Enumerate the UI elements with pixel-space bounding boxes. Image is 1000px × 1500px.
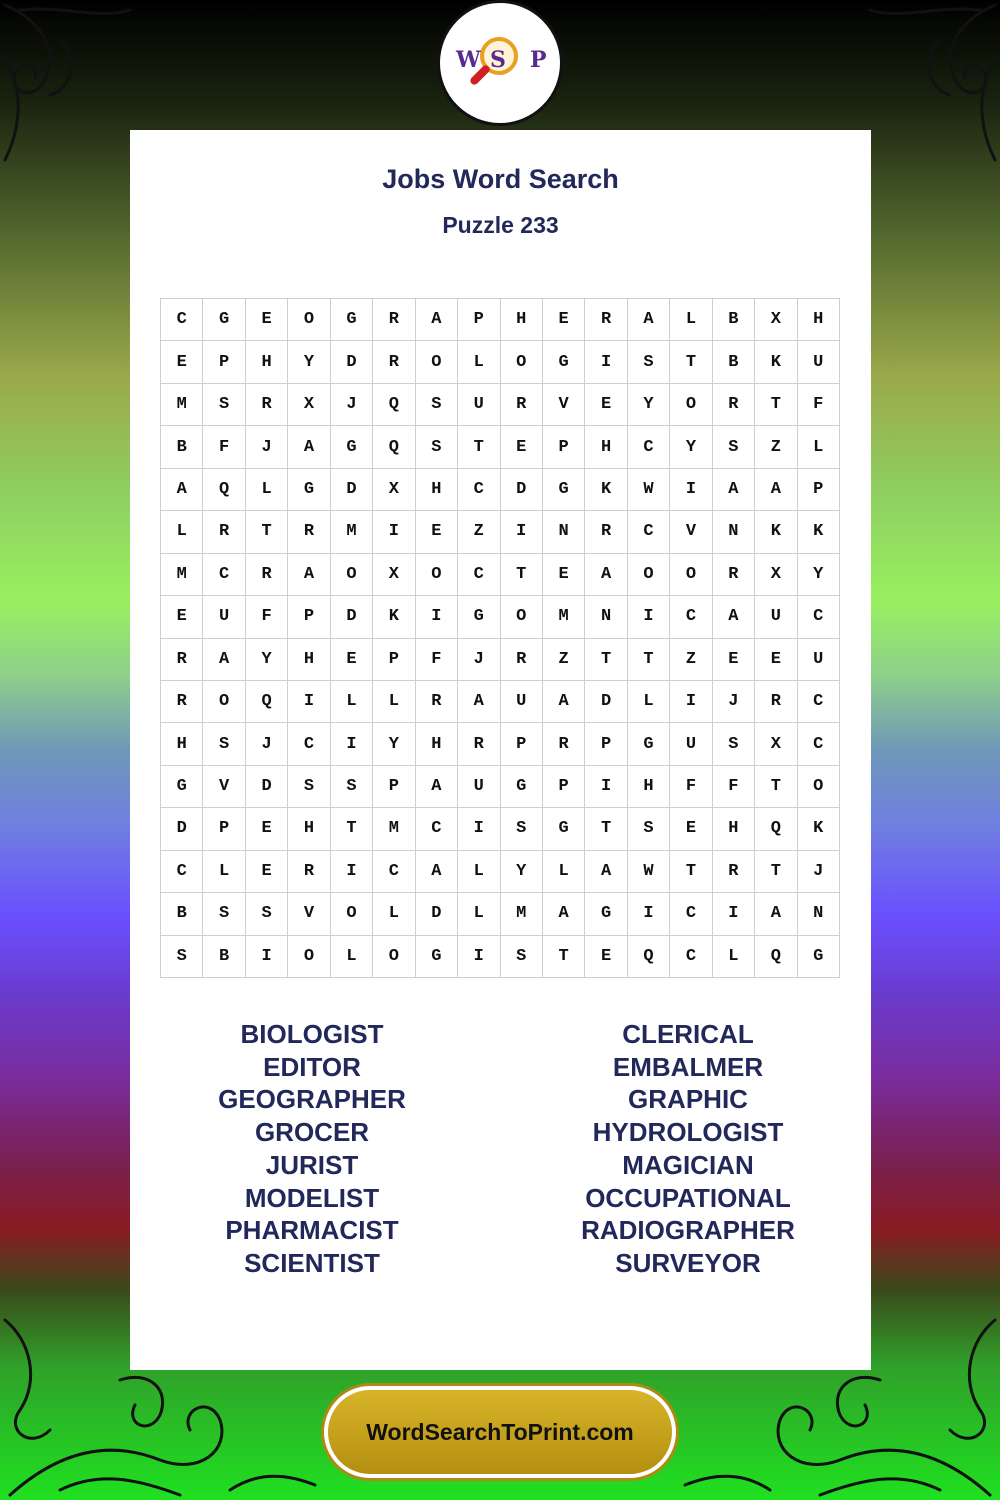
grid-cell[interactable]: O: [628, 554, 670, 596]
grid-cell[interactable]: Y: [501, 851, 543, 893]
grid-cell[interactable]: P: [288, 596, 330, 638]
grid-cell[interactable]: B: [161, 426, 203, 468]
grid-cell[interactable]: G: [543, 341, 585, 383]
grid-cell[interactable]: O: [288, 936, 330, 978]
grid-cell[interactable]: M: [373, 808, 415, 850]
grid-cell[interactable]: L: [161, 511, 203, 553]
word-list-left-column: [142, 1018, 482, 1280]
grid-cell[interactable]: I: [246, 936, 288, 978]
grid-cell[interactable]: J: [246, 426, 288, 468]
grid-cell[interactable]: A: [203, 639, 245, 681]
puzzle-sheet: [130, 130, 871, 1370]
grid-cell[interactable]: Z: [458, 511, 500, 553]
grid-cell[interactable]: G: [288, 469, 330, 511]
grid-cell[interactable]: O: [501, 596, 543, 638]
grid-cell[interactable]: S: [628, 341, 670, 383]
grid-cell[interactable]: T: [458, 426, 500, 468]
grid-cell[interactable]: R: [373, 341, 415, 383]
grid-cell[interactable]: D: [331, 469, 373, 511]
word-list-item: SURVEYOR: [615, 1247, 761, 1278]
grid-cell[interactable]: C: [798, 681, 840, 723]
word-list-item: HYDROLOGIST: [592, 1117, 784, 1148]
word-list-item: BIOLOGIST: [240, 1019, 384, 1049]
grid-cell[interactable]: P: [203, 341, 245, 383]
grid-cell[interactable]: D: [416, 893, 458, 935]
grid-cell[interactable]: R: [585, 511, 627, 553]
grid-cell[interactable]: R: [288, 851, 330, 893]
grid-cell[interactable]: T: [670, 851, 712, 893]
wsp-logo: [437, 0, 563, 126]
grid-cell[interactable]: I: [585, 341, 627, 383]
grid-cell[interactable]: N: [585, 596, 627, 638]
grid-cell[interactable]: I: [373, 511, 415, 553]
grid-cell[interactable]: P: [585, 723, 627, 765]
grid-cell[interactable]: H: [288, 808, 330, 850]
grid-cell[interactable]: O: [203, 681, 245, 723]
grid-cell[interactable]: R: [755, 681, 797, 723]
grid-cell[interactable]: A: [543, 681, 585, 723]
grid-cell[interactable]: I: [331, 723, 373, 765]
logo-letter-s: S: [490, 47, 506, 73]
grid-cell[interactable]: N: [713, 511, 755, 553]
grid-cell[interactable]: G: [543, 808, 585, 850]
grid-cell[interactable]: L: [458, 851, 500, 893]
grid-cell[interactable]: A: [161, 469, 203, 511]
grid-cell[interactable]: S: [416, 384, 458, 426]
grid-cell[interactable]: S: [203, 723, 245, 765]
grid-cell[interactable]: I: [585, 766, 627, 808]
grid-cell[interactable]: Z: [543, 639, 585, 681]
word-list-item: MODELIST: [244, 1182, 380, 1213]
grid-cell[interactable]: P: [203, 808, 245, 850]
grid-cell[interactable]: Y: [670, 426, 712, 468]
grid-cell[interactable]: G: [416, 936, 458, 978]
grid-cell[interactable]: E: [501, 426, 543, 468]
grid-cell[interactable]: T: [755, 766, 797, 808]
grid-cell[interactable]: S: [713, 723, 755, 765]
grid-cell[interactable]: L: [713, 936, 755, 978]
grid-cell[interactable]: I: [670, 681, 712, 723]
grid-cell[interactable]: I: [416, 596, 458, 638]
grid-cell[interactable]: S: [501, 936, 543, 978]
grid-cell[interactable]: P: [543, 426, 585, 468]
grid-cell[interactable]: H: [288, 639, 330, 681]
grid-cell[interactable]: U: [670, 723, 712, 765]
grid-cell[interactable]: S: [203, 384, 245, 426]
grid-cell[interactable]: R: [713, 554, 755, 596]
grid-cell[interactable]: I: [713, 893, 755, 935]
grid-cell[interactable]: U: [458, 384, 500, 426]
grid-cell[interactable]: T: [331, 808, 373, 850]
grid-cell[interactable]: O: [416, 341, 458, 383]
grid-cell[interactable]: C: [798, 596, 840, 638]
grid-cell[interactable]: C: [161, 299, 203, 341]
grid-cell[interactable]: P: [373, 639, 415, 681]
grid-cell[interactable]: O: [670, 554, 712, 596]
grid-cell[interactable]: A: [288, 426, 330, 468]
grid-cell[interactable]: T: [585, 639, 627, 681]
grid-cell[interactable]: A: [585, 851, 627, 893]
grid-cell[interactable]: T: [501, 554, 543, 596]
grid-cell[interactable]: H: [416, 469, 458, 511]
grid-cell[interactable]: B: [161, 893, 203, 935]
grid-cell[interactable]: R: [161, 681, 203, 723]
grid-cell[interactable]: G: [458, 596, 500, 638]
grid-cell[interactable]: V: [670, 511, 712, 553]
grid-cell[interactable]: X: [373, 554, 415, 596]
grid-cell[interactable]: X: [288, 384, 330, 426]
grid-cell[interactable]: C: [670, 893, 712, 935]
grid-cell[interactable]: D: [585, 681, 627, 723]
grid-cell[interactable]: U: [203, 596, 245, 638]
grid-cell[interactable]: L: [670, 299, 712, 341]
grid-cell[interactable]: G: [501, 766, 543, 808]
grid-cell[interactable]: H: [798, 299, 840, 341]
grid-cell[interactable]: E: [543, 554, 585, 596]
word-list-item: EMBALMER: [612, 1051, 764, 1082]
grid-cell[interactable]: O: [288, 299, 330, 341]
grid-cell[interactable]: T: [628, 639, 670, 681]
grid-cell[interactable]: H: [501, 299, 543, 341]
word-list-item: GRAPHIC: [628, 1084, 748, 1115]
grid-cell[interactable]: J: [713, 681, 755, 723]
grid-cell[interactable]: Q: [755, 936, 797, 978]
word-list-item: RADIOGRAPHER: [581, 1215, 795, 1246]
grid-cell[interactable]: E: [585, 936, 627, 978]
grid-cell[interactable]: E: [246, 851, 288, 893]
grid-cell[interactable]: T: [543, 936, 585, 978]
grid-cell[interactable]: D: [501, 469, 543, 511]
grid-cell[interactable]: S: [246, 893, 288, 935]
grid-cell[interactable]: C: [670, 596, 712, 638]
grid-cell[interactable]: X: [755, 723, 797, 765]
word-list: [130, 1018, 871, 1288]
grid-cell[interactable]: Q: [203, 469, 245, 511]
grid-cell[interactable]: A: [416, 766, 458, 808]
grid-cell[interactable]: I: [458, 936, 500, 978]
grid-cell[interactable]: R: [246, 554, 288, 596]
grid-cell[interactable]: T: [755, 384, 797, 426]
grid-cell[interactable]: G: [628, 723, 670, 765]
grid-cell[interactable]: E: [416, 511, 458, 553]
grid-cell[interactable]: A: [288, 554, 330, 596]
grid-cell[interactable]: F: [798, 384, 840, 426]
grid-cell[interactable]: U: [755, 596, 797, 638]
grid-cell[interactable]: K: [798, 511, 840, 553]
grid-cell[interactable]: R: [458, 723, 500, 765]
word-list-item: SCIENTIST: [244, 1247, 380, 1278]
grid-cell[interactable]: E: [161, 596, 203, 638]
grid-cell[interactable]: H: [713, 808, 755, 850]
word-list-item: MAGICIAN: [622, 1149, 754, 1180]
grid-cell[interactable]: R: [585, 299, 627, 341]
grid-cell[interactable]: X: [755, 554, 797, 596]
grid-cell[interactable]: H: [246, 341, 288, 383]
grid-cell[interactable]: H: [585, 426, 627, 468]
grid-cell[interactable]: D: [161, 808, 203, 850]
grid-cell[interactable]: V: [288, 893, 330, 935]
grid-cell[interactable]: E: [543, 299, 585, 341]
grid-cell[interactable]: U: [501, 681, 543, 723]
grid-cell[interactable]: E: [246, 808, 288, 850]
grid-cell[interactable]: A: [416, 851, 458, 893]
grid-cell[interactable]: V: [203, 766, 245, 808]
grid-cell[interactable]: L: [373, 893, 415, 935]
grid-cell[interactable]: D: [331, 596, 373, 638]
grid-cell[interactable]: K: [798, 808, 840, 850]
grid-cell[interactable]: R: [501, 384, 543, 426]
grid-cell[interactable]: W: [628, 851, 670, 893]
grid-cell[interactable]: P: [458, 299, 500, 341]
grid-cell[interactable]: O: [331, 893, 373, 935]
grid-cell[interactable]: G: [331, 426, 373, 468]
grid-cell[interactable]: Z: [670, 639, 712, 681]
grid-cell[interactable]: S: [416, 426, 458, 468]
grid-cell[interactable]: G: [331, 299, 373, 341]
grid-cell[interactable]: S: [628, 808, 670, 850]
grid-cell[interactable]: Q: [373, 384, 415, 426]
grid-cell[interactable]: U: [798, 639, 840, 681]
grid-cell[interactable]: P: [373, 766, 415, 808]
grid-cell[interactable]: C: [628, 426, 670, 468]
grid-cell[interactable]: K: [755, 341, 797, 383]
word-list-right-column: [518, 1018, 858, 1280]
grid-cell[interactable]: O: [373, 936, 415, 978]
grid-cell[interactable]: B: [713, 341, 755, 383]
grid-cell[interactable]: J: [246, 723, 288, 765]
grid-cell[interactable]: E: [331, 639, 373, 681]
grid-cell[interactable]: S: [713, 426, 755, 468]
grid-cell[interactable]: U: [458, 766, 500, 808]
grid-cell[interactable]: Y: [246, 639, 288, 681]
grid-cell[interactable]: O: [416, 554, 458, 596]
grid-cell[interactable]: A: [543, 893, 585, 935]
grid-cell[interactable]: B: [713, 299, 755, 341]
logo-letter-p: P: [530, 47, 547, 73]
grid-cell[interactable]: C: [161, 851, 203, 893]
grid-cell[interactable]: L: [331, 681, 373, 723]
grid-cell[interactable]: A: [713, 596, 755, 638]
grid-cell[interactable]: I: [628, 596, 670, 638]
grid-cell[interactable]: K: [373, 596, 415, 638]
grid-cell[interactable]: M: [501, 893, 543, 935]
logo-letter-w: W: [456, 47, 481, 73]
grid-cell[interactable]: A: [713, 469, 755, 511]
corner-flourish-top-left: [0, 0, 150, 200]
grid-cell[interactable]: C: [670, 936, 712, 978]
corner-flourish-top-right: [850, 0, 1000, 200]
grid-cell[interactable]: C: [373, 851, 415, 893]
grid-cell[interactable]: Q: [246, 681, 288, 723]
grid-cell[interactable]: Q: [373, 426, 415, 468]
grid-cell[interactable]: T: [585, 808, 627, 850]
site-url-button[interactable]: WordSearchToPrint.com: [324, 1386, 676, 1478]
grid-cell[interactable]: R: [161, 639, 203, 681]
word-list-item: GROCER: [254, 1117, 370, 1148]
grid-cell[interactable]: L: [798, 426, 840, 468]
grid-cell[interactable]: X: [755, 299, 797, 341]
grid-cell[interactable]: Y: [798, 554, 840, 596]
grid-cell[interactable]: A: [755, 469, 797, 511]
puzzle-subtitle: Puzzle 233: [442, 212, 559, 238]
grid-cell[interactable]: P: [798, 469, 840, 511]
grid-cell[interactable]: R: [713, 384, 755, 426]
grid-cell[interactable]: F: [670, 766, 712, 808]
grid-cell[interactable]: C: [798, 723, 840, 765]
grid-cell[interactable]: L: [628, 681, 670, 723]
grid-cell[interactable]: A: [458, 681, 500, 723]
grid-cell[interactable]: C: [203, 554, 245, 596]
grid-cell[interactable]: G: [585, 893, 627, 935]
grid-cell[interactable]: N: [543, 511, 585, 553]
grid-cell[interactable]: O: [670, 384, 712, 426]
grid-cell[interactable]: R: [501, 639, 543, 681]
grid-cell[interactable]: R: [288, 511, 330, 553]
grid-cell[interactable]: S: [331, 766, 373, 808]
word-list-item: EDITOR: [263, 1051, 361, 1082]
grid-cell[interactable]: D: [246, 766, 288, 808]
grid-cell[interactable]: J: [798, 851, 840, 893]
grid-cell[interactable]: M: [331, 511, 373, 553]
grid-cell[interactable]: Y: [628, 384, 670, 426]
grid-cell[interactable]: O: [331, 554, 373, 596]
grid-cell[interactable]: L: [458, 893, 500, 935]
grid-cell[interactable]: L: [458, 341, 500, 383]
grid-cell[interactable]: G: [543, 469, 585, 511]
word-list-item: PHARMACIST: [225, 1215, 399, 1246]
grid-cell[interactable]: I: [670, 469, 712, 511]
grid-cell[interactable]: L: [246, 469, 288, 511]
grid-cell[interactable]: A: [628, 299, 670, 341]
grid-cell[interactable]: X: [373, 469, 415, 511]
grid-cell[interactable]: M: [161, 384, 203, 426]
grid-cell[interactable]: C: [288, 723, 330, 765]
grid-cell[interactable]: S: [203, 893, 245, 935]
grid-cell[interactable]: F: [203, 426, 245, 468]
grid-cell[interactable]: J: [331, 384, 373, 426]
grid-cell[interactable]: E: [161, 341, 203, 383]
grid-cell[interactable]: T: [246, 511, 288, 553]
grid-cell[interactable]: M: [161, 554, 203, 596]
grid-cell[interactable]: C: [458, 469, 500, 511]
grid-cell[interactable]: H: [416, 723, 458, 765]
grid-cell[interactable]: L: [331, 936, 373, 978]
grid-cell[interactable]: Q: [755, 808, 797, 850]
grid-cell[interactable]: G: [203, 299, 245, 341]
letter-grid: [160, 298, 840, 978]
grid-cell[interactable]: S: [288, 766, 330, 808]
grid-cell[interactable]: N: [798, 893, 840, 935]
grid-cell[interactable]: L: [203, 851, 245, 893]
word-list-item: OCCUPATIONAL: [585, 1182, 791, 1213]
grid-cell[interactable]: E: [670, 808, 712, 850]
grid-cell[interactable]: E: [585, 384, 627, 426]
grid-cell[interactable]: C: [628, 511, 670, 553]
grid-cell[interactable]: A: [416, 299, 458, 341]
grid-cell[interactable]: G: [161, 766, 203, 808]
grid-cell[interactable]: Y: [288, 341, 330, 383]
word-list-item: CLERICAL: [622, 1019, 754, 1049]
grid-cell[interactable]: S: [501, 808, 543, 850]
grid-cell[interactable]: F: [246, 596, 288, 638]
grid-cell[interactable]: I: [458, 808, 500, 850]
grid-cell[interactable]: I: [331, 851, 373, 893]
grid-cell[interactable]: Q: [628, 936, 670, 978]
grid-cell[interactable]: R: [373, 299, 415, 341]
grid-cell[interactable]: V: [543, 384, 585, 426]
grid-cell[interactable]: T: [755, 851, 797, 893]
grid-cell[interactable]: O: [501, 341, 543, 383]
grid-cell[interactable]: S: [161, 936, 203, 978]
grid-cell[interactable]: G: [798, 936, 840, 978]
grid-cell[interactable]: I: [288, 681, 330, 723]
grid-cell[interactable]: R: [416, 681, 458, 723]
grid-cell[interactable]: A: [585, 554, 627, 596]
grid-cell[interactable]: K: [585, 469, 627, 511]
grid-cell[interactable]: L: [543, 851, 585, 893]
grid-cell[interactable]: R: [543, 723, 585, 765]
grid-cell[interactable]: O: [798, 766, 840, 808]
grid-cell[interactable]: H: [628, 766, 670, 808]
grid-cell[interactable]: M: [543, 596, 585, 638]
grid-cell[interactable]: T: [670, 341, 712, 383]
grid-cell[interactable]: J: [458, 639, 500, 681]
grid-cell[interactable]: Z: [755, 426, 797, 468]
grid-cell[interactable]: E: [755, 639, 797, 681]
grid-cell[interactable]: D: [331, 341, 373, 383]
grid-cell[interactable]: E: [246, 299, 288, 341]
grid-cell[interactable]: R: [203, 511, 245, 553]
word-list-item: JURIST: [265, 1149, 359, 1180]
grid-cell[interactable]: I: [628, 893, 670, 935]
grid-cell[interactable]: C: [416, 808, 458, 850]
grid-cell[interactable]: R: [713, 851, 755, 893]
grid-cell[interactable]: A: [755, 893, 797, 935]
grid-cell[interactable]: F: [416, 639, 458, 681]
grid-cell[interactable]: H: [161, 723, 203, 765]
grid-cell[interactable]: R: [246, 384, 288, 426]
puzzle-title: Jobs Word Search: [382, 164, 619, 194]
grid-cell[interactable]: E: [713, 639, 755, 681]
grid-cell[interactable]: P: [543, 766, 585, 808]
grid-cell[interactable]: P: [501, 723, 543, 765]
grid-cell[interactable]: B: [203, 936, 245, 978]
grid-cell[interactable]: Y: [373, 723, 415, 765]
grid-cell[interactable]: K: [755, 511, 797, 553]
grid-cell[interactable]: L: [373, 681, 415, 723]
grid-cell[interactable]: F: [713, 766, 755, 808]
grid-cell[interactable]: U: [798, 341, 840, 383]
grid-cell[interactable]: C: [458, 554, 500, 596]
word-list-item: GEOGRAPHER: [218, 1084, 406, 1115]
grid-cell[interactable]: W: [628, 469, 670, 511]
grid-cell[interactable]: I: [501, 511, 543, 553]
